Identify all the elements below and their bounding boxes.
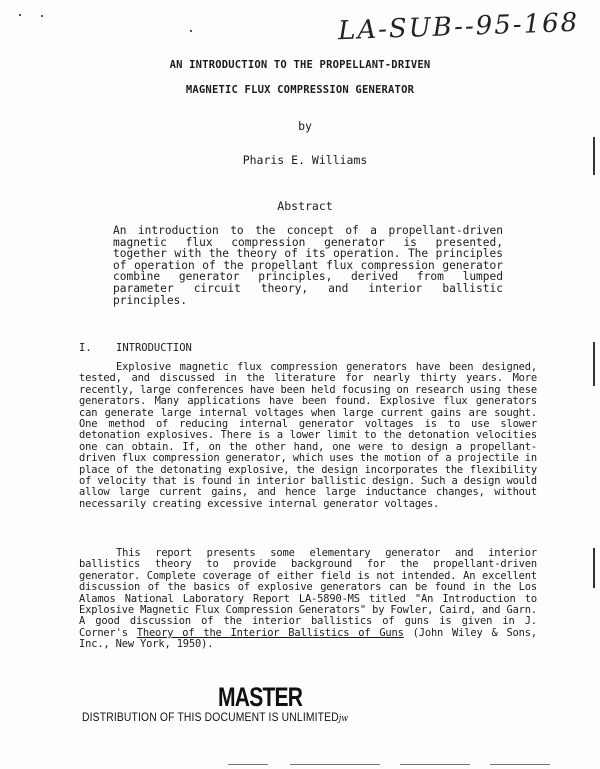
section-title: INTRODUCTION (116, 342, 192, 354)
author-name: Pharis E. Williams (242, 153, 368, 167)
scan-artifact (228, 764, 268, 765)
margin-mark (593, 137, 595, 175)
paragraph-2-citation-tail: (John Wiley & Sons, Inc., New York, 1950). (79, 626, 537, 651)
scan-speck (41, 15, 43, 17)
title-line-1: AN INTRODUCTION TO THE PROPELLANT-DRIVEN (169, 59, 431, 71)
intro-paragraph-1: Explosive magnetic flux compression generators have been designed, tested, and discussed in the literature for nearly thirty years. More recently, large conferences have been held focusing on research using these generators. Many applications have been found. Explosive flux generators can generate large internal voltages when large current gains are sought. One method of reducing internal generator voltages is to use slower detonation explosives. There is a lower limit to the detonation velocities one can obtain. If, on the other hand, one were to design a propellant-driven flux compression generator, which uses the motion of a projectile in place of the detonating explosive, the design incorporates the flexibility of velocity that is found in interior ballistic design. Such a design would allow large current gains, and hence large inductance changes, without necessarily creating excessive internal generator voltages. (79, 361, 537, 510)
scan-artifact (490, 764, 550, 765)
margin-mark (593, 548, 595, 588)
scan-artifact (400, 764, 470, 765)
distribution-initials: jw (338, 714, 349, 724)
by-line: by (298, 119, 312, 133)
abstract-heading: Abstract (277, 199, 333, 213)
margin-mark (593, 342, 595, 386)
paragraph-2-text: This report presents some elementary generator and interior ballistics theory to provide background for the propellant-driven generator. Complete coverage of either field is not intended. An excellent discussion of the basics of explosive generators can be found in the Los Alamos National Laboratory Report LA-5890-MS titled "An Introduction to Explosive Magnetic Flux Compression Generators" by Fowler, Caird, and Garn. A good discussion of the interior ballistics of guns is given in J. Corner's (79, 547, 537, 639)
distribution-statement (82, 710, 348, 724)
book-title: Theory of the Interior Ballistics of Guns (136, 626, 404, 639)
section-number: I. (79, 342, 92, 354)
scan-speck (190, 30, 192, 32)
intro-paragraph-2 (79, 548, 537, 651)
title-line-2: MAGNETIC FLUX COMPRESSION GENERATOR (185, 84, 415, 96)
report-number: LA-SUB--95-168 (337, 7, 580, 47)
distribution-text: DISTRIBUTION OF THIS DOCUMENT IS UNLIMITED (82, 710, 339, 724)
abstract-text: An introduction to the concept of a propellant-driven magnetic flux compression generator is presented, together with the theory of its operation. The principles of operation of the propellant flux compression generator combine generator principles, derived from lumped parameter circuit theory, and interior ballistic principles. (113, 224, 503, 307)
master-stamp: MASTER (218, 682, 303, 712)
scan-speck (19, 14, 21, 16)
scan-artifact (290, 764, 380, 765)
